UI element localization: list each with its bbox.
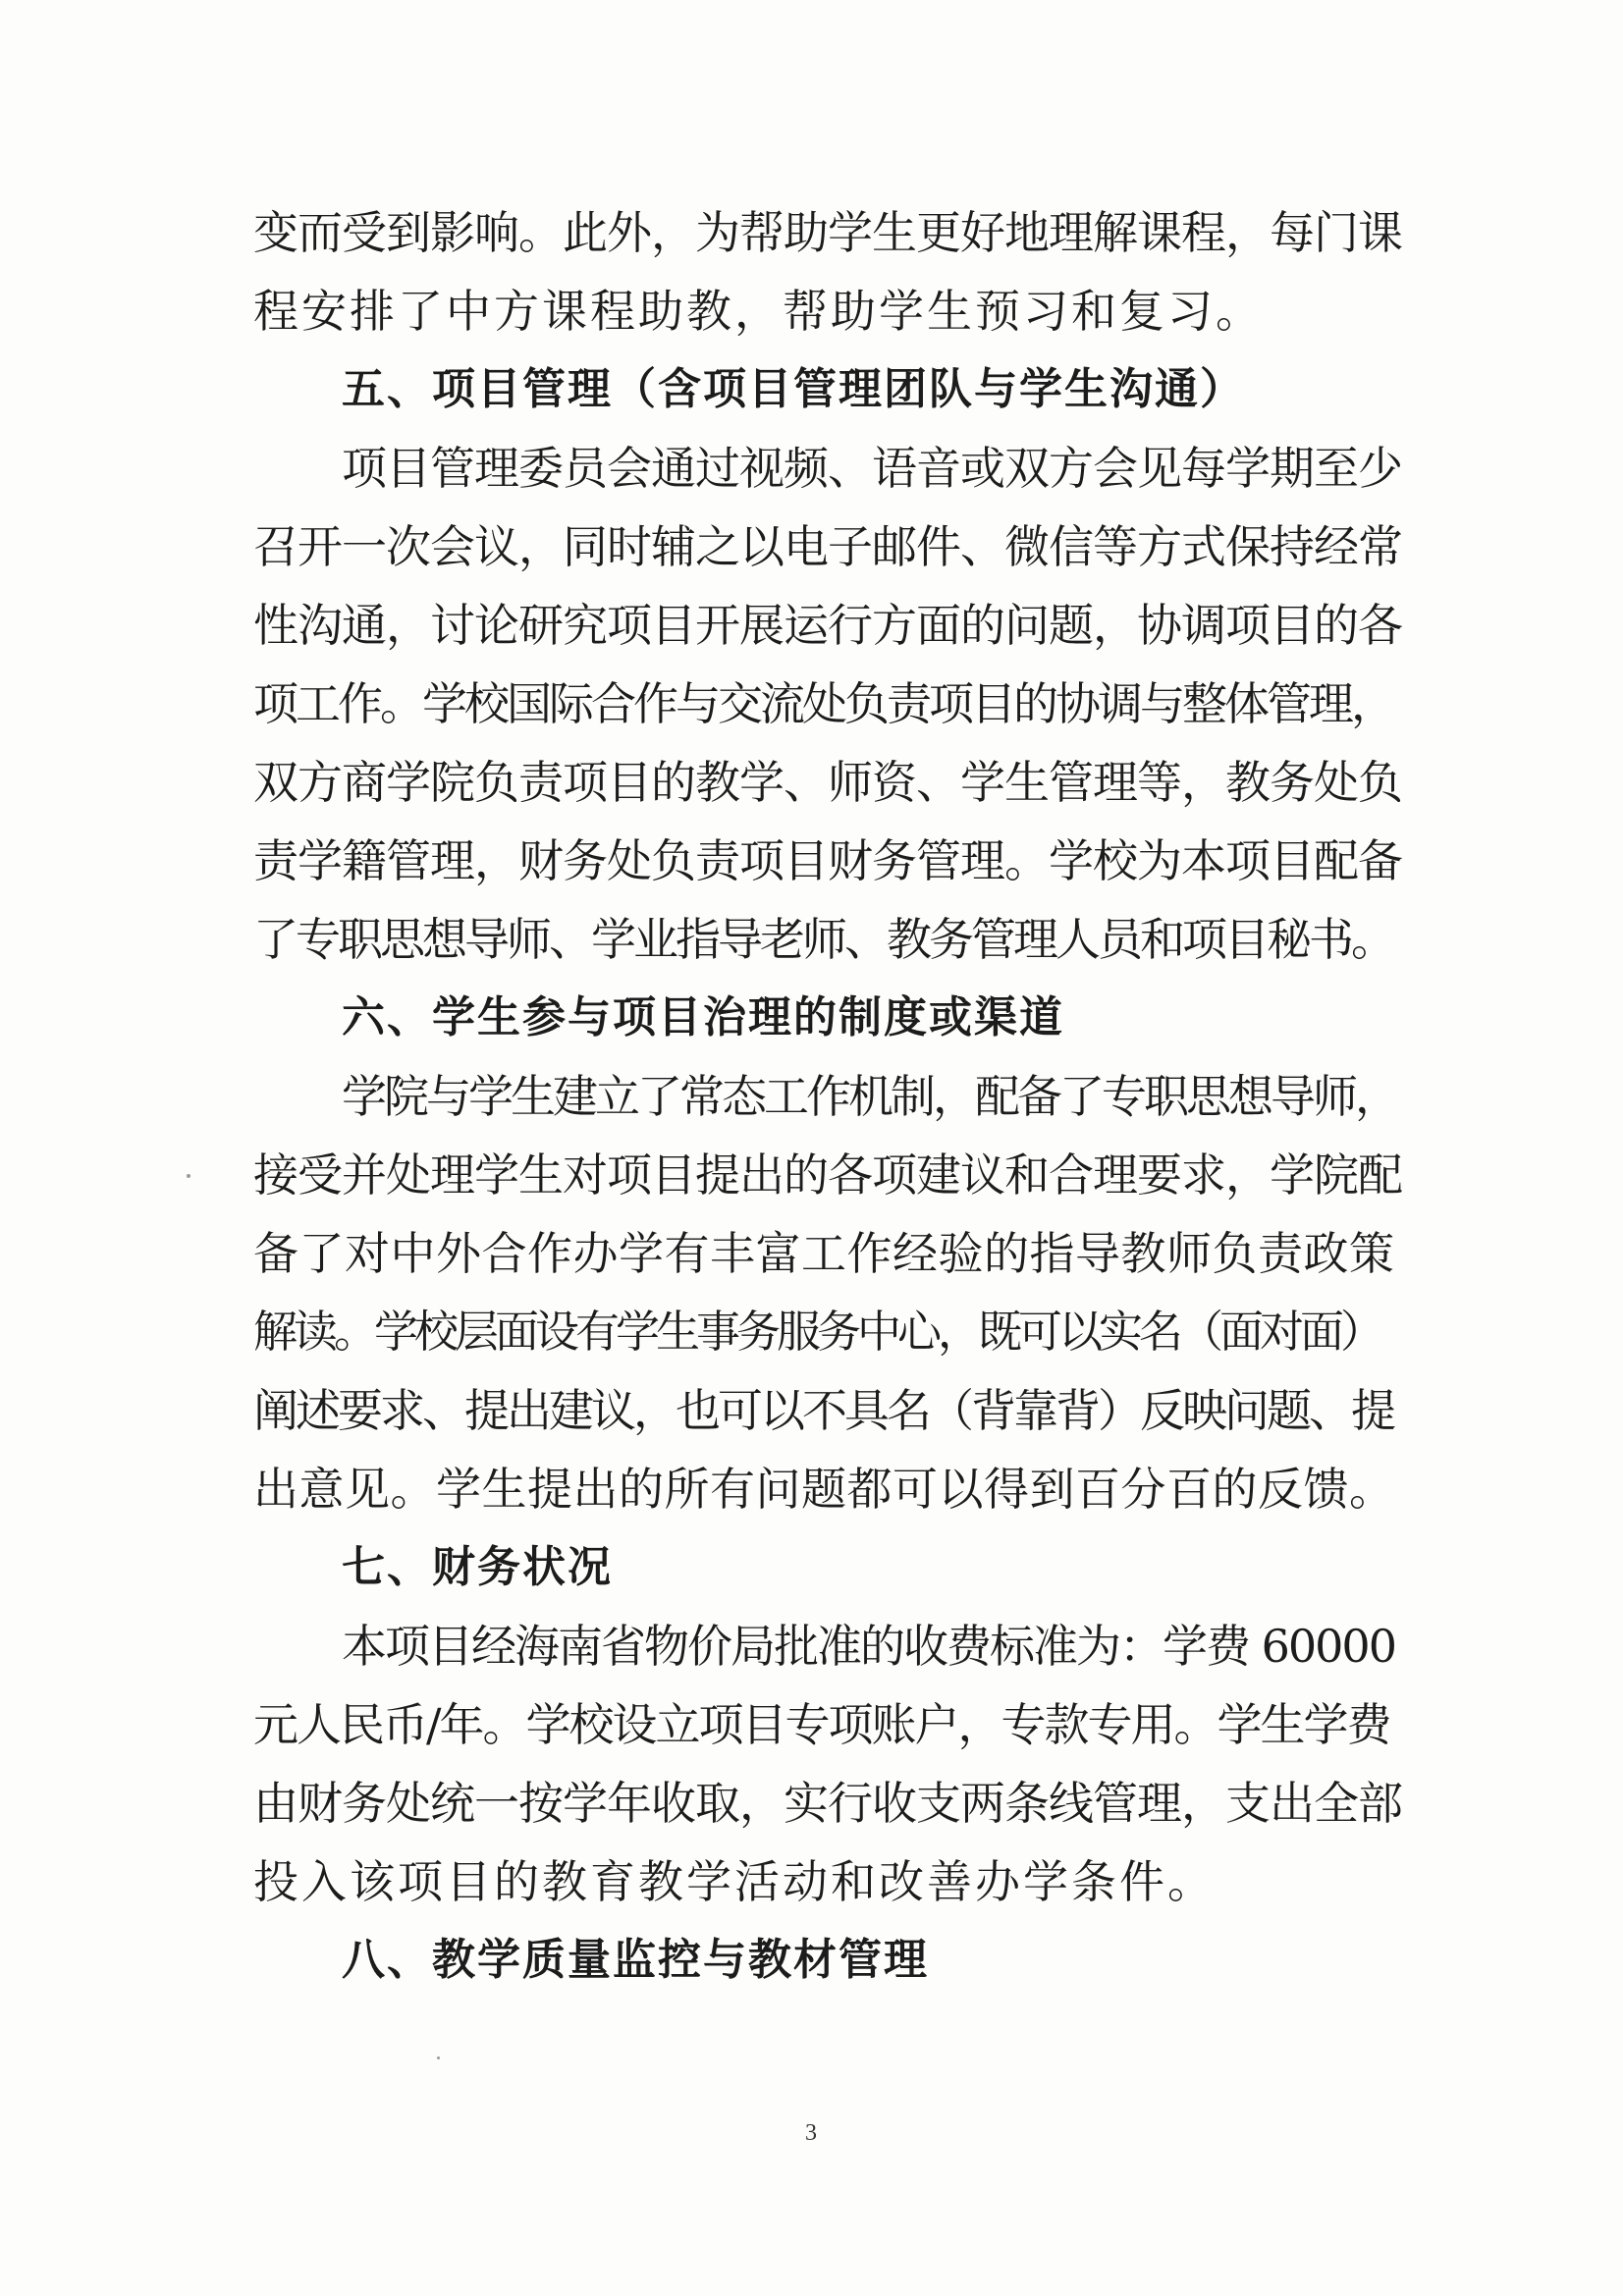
- paragraph-line: 变而受到影响。此外，为帮助学生更好地理解课程，每门课: [253, 206, 1402, 259]
- paragraph-line: 项工作。学校国际合作与交流处负责项目的协调与整体管理，: [253, 677, 1393, 730]
- paragraph-line: 接受并处理学生对项目提出的各项建议和合理要求，学院配: [253, 1148, 1402, 1201]
- paragraph-line: 召开一次会议，同时辅之以电子邮件、微信等方式保持经常: [253, 520, 1402, 573]
- page-number: 3: [805, 2120, 817, 2146]
- paragraph-line: 双方商学院负责项目的教学、师资、学生管理等，教务处负: [253, 756, 1402, 809]
- paragraph-line: 出意见。学生提出的所有问题都可以得到百分百的反馈。: [253, 1463, 1395, 1516]
- paragraph-line: 责学籍管理，财务处负责项目财务管理。学校为本项目配备: [253, 834, 1402, 887]
- section-heading-6: 六、学生参与项目治理的制度或渠道: [342, 992, 1064, 1042]
- paragraph-line: 解读。学校层面设有学生事务服务中心，既可以实名（面对面）: [253, 1306, 1381, 1358]
- paragraph-line: 本项目经海南省物价局批准的收费标准为：学费 60000: [342, 1620, 1395, 1673]
- paragraph-line: 性沟通，讨论研究项目开展运行方面的问题，协调项目的各: [253, 599, 1402, 652]
- paragraph-line: 项目管理委员会通过视频、语音或双方会见每学期至少: [342, 442, 1402, 495]
- paragraph-line: 投入该项目的教育教学活动和改善办学条件。: [253, 1855, 1216, 1908]
- paragraph-line: 备了对中外合作办学有丰富工作经验的指导教师负责政策: [253, 1227, 1395, 1280]
- paragraph-line: 学院与学生建立了常态工作机制，配备了专职思想导师，: [342, 1070, 1397, 1123]
- section-heading-7: 七、财务状况: [342, 1542, 613, 1592]
- paragraph-line: 元人民币/年。学校设立项目专项账户，专款专用。学生学费: [253, 1698, 1390, 1751]
- paragraph-line: 由财务处统一按学年收取，实行收支两条线管理，支出全部: [253, 1777, 1402, 1830]
- paragraph-line: 了专职思想导师、学业指导老师、教务管理人员和项目秘书。: [253, 913, 1393, 966]
- scan-speck: [187, 1174, 190, 1178]
- section-heading-5: 五、项目管理（含项目管理团队与学生沟通）: [342, 364, 1245, 414]
- section-heading-8: 八、教学质量监控与教材管理: [342, 1935, 929, 1985]
- paragraph-line: 阐述要求、提出建议，也可以不具名（背靠背）反映问题、提: [253, 1384, 1393, 1437]
- scan-speck: [437, 2056, 440, 2059]
- paragraph-line: 程安排了中方课程助教，帮助学生预习和复习。: [253, 285, 1264, 338]
